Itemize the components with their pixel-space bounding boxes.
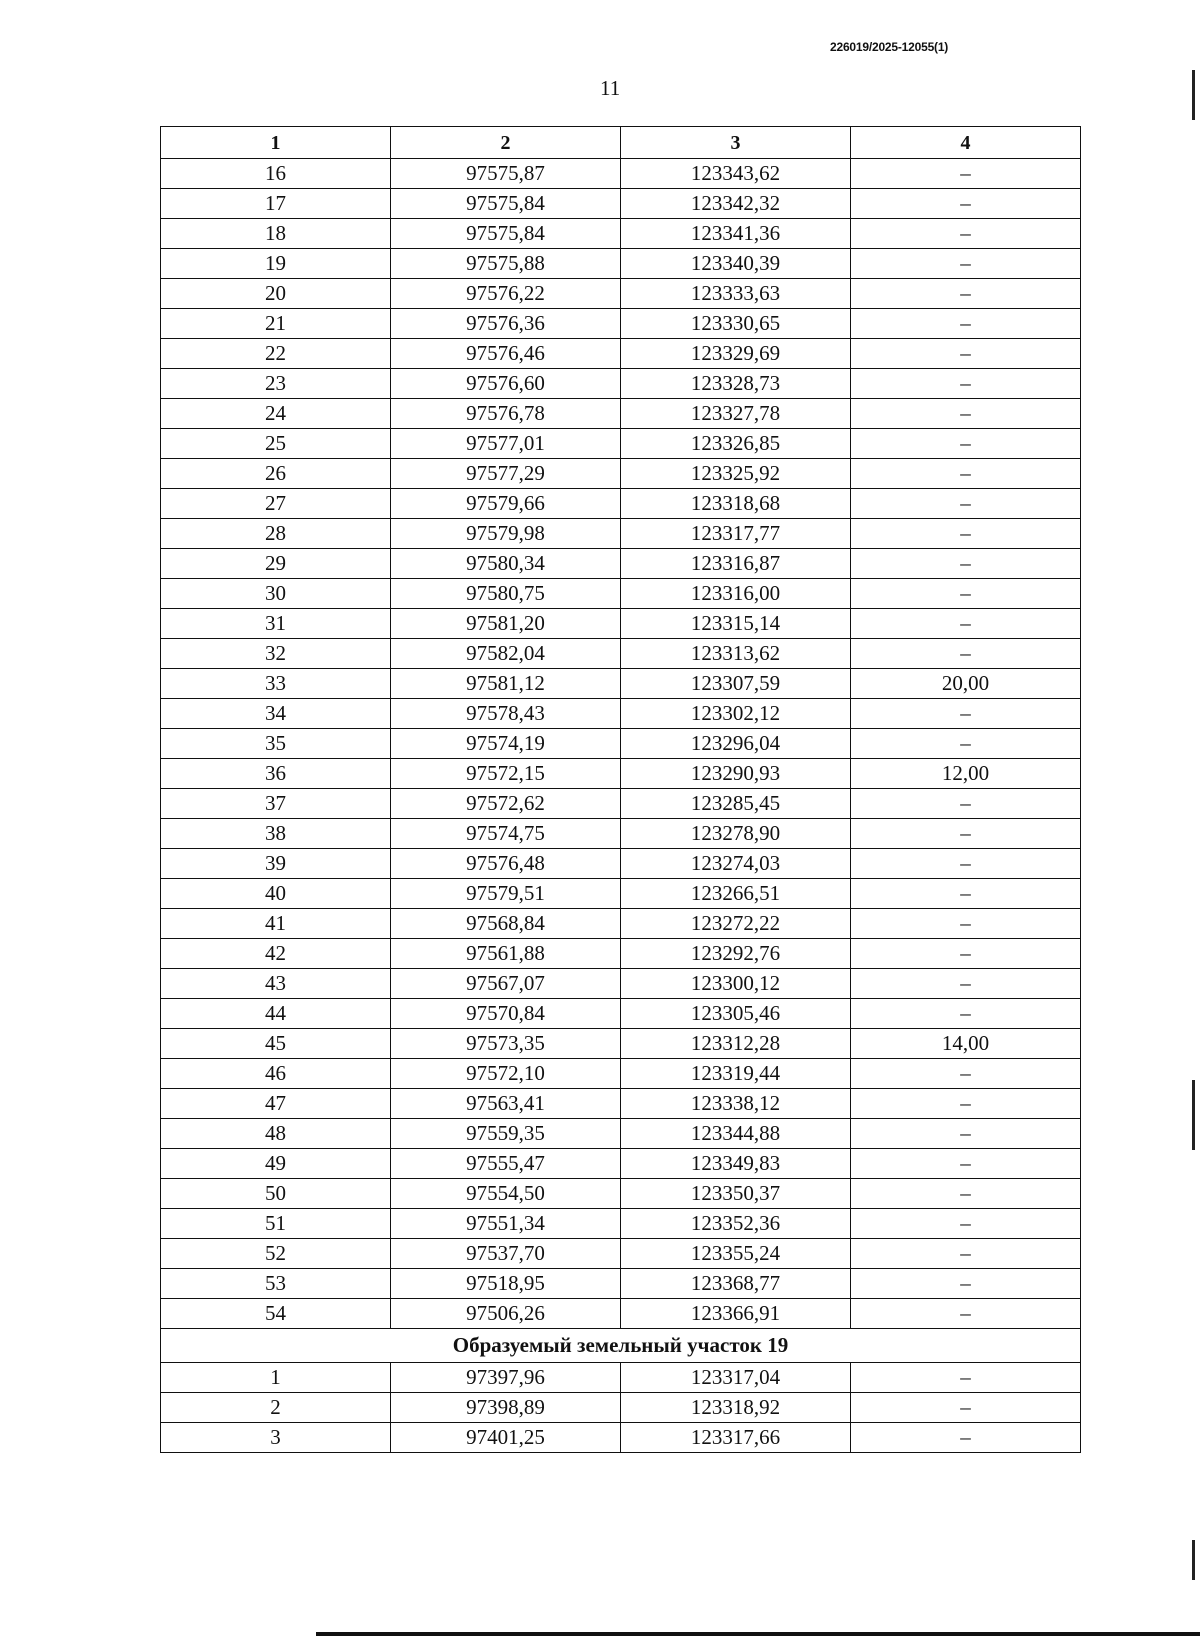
table-cell: 97567,07 [391,969,621,999]
table-cell: – [851,729,1081,759]
table-cell: 97581,12 [391,669,621,699]
table-cell: 97581,20 [391,609,621,639]
table-cell: – [851,1209,1081,1239]
table-cell: – [851,909,1081,939]
table-cell: 97575,88 [391,249,621,279]
table-cell: 46 [161,1059,391,1089]
table-row [161,249,1081,279]
table-row [161,879,1081,909]
table-cell: 20 [161,279,391,309]
table-cell: 30 [161,579,391,609]
table-row [161,459,1081,489]
table-row [161,1119,1081,1149]
table-cell: 19 [161,249,391,279]
table-row [161,609,1081,639]
table-row [161,1269,1081,1299]
table-row [161,639,1081,669]
table-cell: 97580,34 [391,549,621,579]
table-cell: 39 [161,849,391,879]
table-cell: 123278,90 [621,819,851,849]
table-cell: – [851,969,1081,999]
table-cell: 3 [161,1423,391,1453]
table-cell: 33 [161,669,391,699]
table-cell: 14,00 [851,1029,1081,1059]
table-cell: 97579,98 [391,519,621,549]
table-row [161,789,1081,819]
table-cell: – [851,699,1081,729]
table-cell: 97554,50 [391,1179,621,1209]
table-cell: 123305,46 [621,999,851,1029]
table-cell: 27 [161,489,391,519]
table-cell: 97580,75 [391,579,621,609]
table-cell: 97575,84 [391,219,621,249]
table-cell: 97573,35 [391,1029,621,1059]
table-cell: 123352,36 [621,1209,851,1239]
table-cell: 123312,28 [621,1029,851,1059]
table-cell: 97398,89 [391,1393,621,1423]
table-cell: – [851,1363,1081,1393]
document-number: 226019/2025-12055(1) [830,40,949,54]
table-row [161,399,1081,429]
table-cell: – [851,999,1081,1029]
table-cell: – [851,489,1081,519]
table-cell: 51 [161,1209,391,1239]
table-cell: 97575,84 [391,189,621,219]
section-title-row [161,1329,1081,1363]
table-cell: 123355,24 [621,1239,851,1269]
table-cell: – [851,429,1081,459]
table-cell: 21 [161,309,391,339]
table-cell: – [851,939,1081,969]
table-cell: 97576,60 [391,369,621,399]
table-cell: – [851,849,1081,879]
table-cell: 123285,45 [621,789,851,819]
table-cell: 123328,73 [621,369,851,399]
table-cell: – [851,519,1081,549]
section-title: Образуемый земельный участок 19 [161,1329,1081,1363]
table-cell: – [851,159,1081,189]
table-cell: 25 [161,429,391,459]
table-cell: 97570,84 [391,999,621,1029]
table-row [161,1029,1081,1059]
table-row [161,699,1081,729]
table-cell: 18 [161,219,391,249]
table-cell: 123326,85 [621,429,851,459]
table-cell: 123317,77 [621,519,851,549]
table-cell: – [851,1299,1081,1329]
column-header: 1 [161,127,391,159]
table-cell: 26 [161,459,391,489]
table-cell: 47 [161,1089,391,1119]
table-cell: 97576,78 [391,399,621,429]
table-cell: 97563,41 [391,1089,621,1119]
table-row [161,1059,1081,1089]
table-cell: 20,00 [851,669,1081,699]
table-cell: 123315,14 [621,609,851,639]
table-cell: 97568,84 [391,909,621,939]
table-cell: 97576,46 [391,339,621,369]
table-row [161,819,1081,849]
table-cell: 123274,03 [621,849,851,879]
table-cell: 123325,92 [621,459,851,489]
table-cell: – [851,309,1081,339]
table-row [161,489,1081,519]
table-cell: – [851,1179,1081,1209]
table-cell: 31 [161,609,391,639]
table-cell: 40 [161,879,391,909]
table-row [161,849,1081,879]
table-row [161,1393,1081,1423]
table-cell: 97578,43 [391,699,621,729]
table-cell: – [851,459,1081,489]
table-cell: 123333,63 [621,279,851,309]
table-cell: – [851,399,1081,429]
table-cell: – [851,1423,1081,1453]
table-row [161,999,1081,1029]
table-cell: 97518,95 [391,1269,621,1299]
table-cell: 97537,70 [391,1239,621,1269]
table-cell: 123366,91 [621,1299,851,1329]
table-cell: 34 [161,699,391,729]
table-cell: 44 [161,999,391,1029]
table-row [161,579,1081,609]
table-cell: 2 [161,1393,391,1423]
table-cell: – [851,189,1081,219]
table-cell: 52 [161,1239,391,1269]
table-row [161,519,1081,549]
table-cell: – [851,1119,1081,1149]
table-cell: – [851,1089,1081,1119]
scan-footer-line [316,1632,1200,1636]
table-cell: 123340,39 [621,249,851,279]
table-cell: 97576,22 [391,279,621,309]
table-cell: 123344,88 [621,1119,851,1149]
table-cell: – [851,789,1081,819]
table-row [161,1363,1081,1393]
column-header: 3 [621,127,851,159]
table-cell: 123318,92 [621,1393,851,1423]
table-cell: 50 [161,1179,391,1209]
column-header: 2 [391,127,621,159]
table-cell: – [851,279,1081,309]
table-cell: 123302,12 [621,699,851,729]
table-cell: 97555,47 [391,1149,621,1179]
table-cell: 36 [161,759,391,789]
table-cell: 97577,01 [391,429,621,459]
table-cell: 22 [161,339,391,369]
table-row [161,1179,1081,1209]
table-cell: 43 [161,969,391,999]
table-row [161,1239,1081,1269]
table-cell: – [851,819,1081,849]
table-row [161,339,1081,369]
section-body [161,1329,1081,1363]
section-rows [161,1363,1081,1453]
table-cell: – [851,879,1081,909]
scan-edge-mark [1192,1080,1195,1150]
table-row [161,909,1081,939]
table-cell: 97559,35 [391,1119,621,1149]
column-header: 4 [851,127,1081,159]
table-cell: 123292,76 [621,939,851,969]
table-body [161,159,1081,1329]
table-cell: 42 [161,939,391,969]
table-cell: 97576,36 [391,309,621,339]
table-cell: 97577,29 [391,459,621,489]
table-cell: – [851,219,1081,249]
table-row [161,429,1081,459]
table-cell: – [851,1239,1081,1269]
table-cell: 123307,59 [621,669,851,699]
table-cell: – [851,549,1081,579]
table-cell: 24 [161,399,391,429]
table-row [161,1423,1081,1453]
table-cell: 17 [161,189,391,219]
table-row [161,1149,1081,1179]
table-cell: – [851,639,1081,669]
table-cell: – [851,1149,1081,1179]
table-cell: 123313,62 [621,639,851,669]
table-cell: 12,00 [851,759,1081,789]
table-row [161,939,1081,969]
table-cell: 97551,34 [391,1209,621,1239]
table-cell: 123349,83 [621,1149,851,1179]
table-cell: 123342,32 [621,189,851,219]
table-cell: 97572,62 [391,789,621,819]
table-cell: 123296,04 [621,729,851,759]
table-cell: – [851,1393,1081,1423]
table-cell: 123368,77 [621,1269,851,1299]
table-cell: – [851,1059,1081,1089]
table-row [161,1299,1081,1329]
table-cell: 123272,22 [621,909,851,939]
table-cell: 97397,96 [391,1363,621,1393]
table-cell: 123319,44 [621,1059,851,1089]
table-cell: 97576,48 [391,849,621,879]
table-cell: 123316,87 [621,549,851,579]
table-cell: 45 [161,1029,391,1059]
table-cell: 28 [161,519,391,549]
table-cell: – [851,339,1081,369]
table-row [161,1089,1081,1119]
table-cell: – [851,609,1081,639]
table-row [161,189,1081,219]
table-cell: 123327,78 [621,399,851,429]
table-cell: 97401,25 [391,1423,621,1453]
table-cell: 123338,12 [621,1089,851,1119]
scan-edge-mark [1192,70,1195,120]
table-cell: 123343,62 [621,159,851,189]
table-header-row [161,127,1081,159]
table-cell: 123266,51 [621,879,851,909]
table-cell: 123317,04 [621,1363,851,1393]
table-cell: – [851,579,1081,609]
table-row [161,1209,1081,1239]
table-cell: 54 [161,1299,391,1329]
table-cell: 123318,68 [621,489,851,519]
table-cell: 1 [161,1363,391,1393]
table-row [161,279,1081,309]
table-row [161,549,1081,579]
table-row [161,219,1081,249]
table-cell: – [851,249,1081,279]
table-cell: 97582,04 [391,639,621,669]
table-cell: – [851,369,1081,399]
table-cell: 123330,65 [621,309,851,339]
table-cell: 97579,66 [391,489,621,519]
table-cell: 32 [161,639,391,669]
table-cell: 35 [161,729,391,759]
table-row [161,159,1081,189]
table-row [161,369,1081,399]
table-cell: 123329,69 [621,339,851,369]
table-cell: 97572,15 [391,759,621,789]
table-cell: 23 [161,369,391,399]
table-cell: 123317,66 [621,1423,851,1453]
table-cell: 97506,26 [391,1299,621,1329]
table-cell: 97572,10 [391,1059,621,1089]
table-cell: – [851,1269,1081,1299]
table-cell: 123316,00 [621,579,851,609]
table-row [161,729,1081,759]
scan-edge-mark [1192,1540,1195,1580]
table-cell: 123341,36 [621,219,851,249]
table-cell: 97575,87 [391,159,621,189]
table-row [161,969,1081,999]
table-cell: 97574,19 [391,729,621,759]
table-cell: 123290,93 [621,759,851,789]
table-cell: 123300,12 [621,969,851,999]
table-cell: 38 [161,819,391,849]
table-row [161,309,1081,339]
page-number: 11 [600,76,621,100]
table-cell: 53 [161,1269,391,1299]
table-cell: 37 [161,789,391,819]
table-cell: 97579,51 [391,879,621,909]
table-cell: 16 [161,159,391,189]
table-cell: 49 [161,1149,391,1179]
table-row [161,759,1081,789]
table-cell: 97574,75 [391,819,621,849]
coordinates-table [160,126,1081,1453]
table-row [161,669,1081,699]
table-cell: 123350,37 [621,1179,851,1209]
table-cell: 41 [161,909,391,939]
table-cell: 48 [161,1119,391,1149]
table-cell: 97561,88 [391,939,621,969]
table-cell: 29 [161,549,391,579]
